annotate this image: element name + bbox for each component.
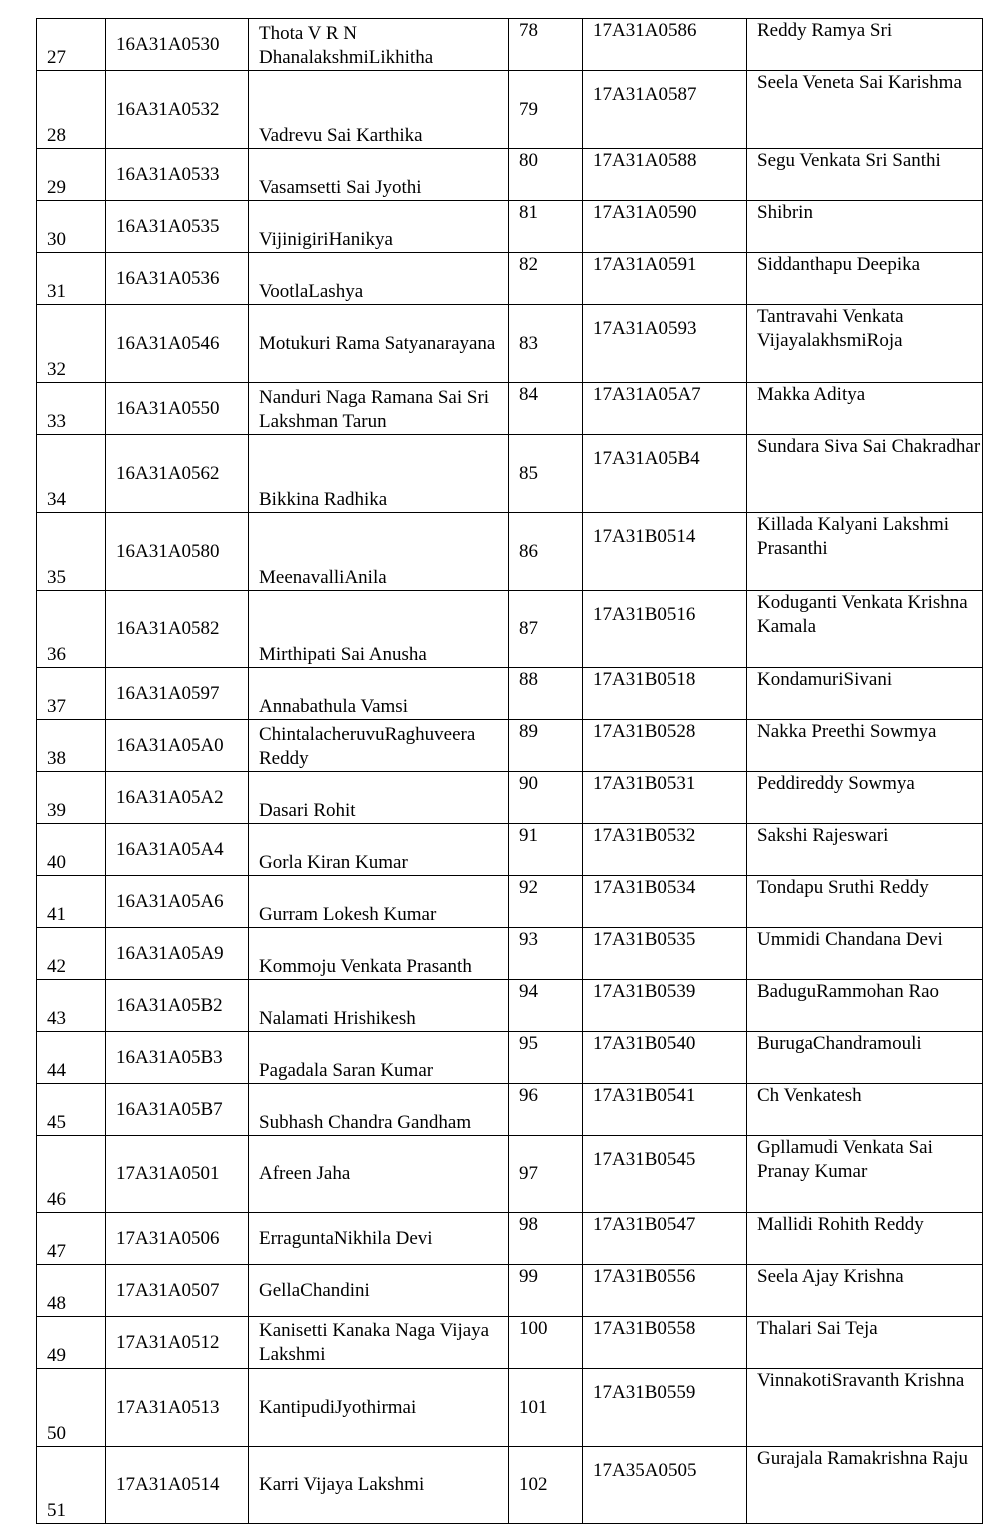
table-row [37, 1317, 983, 1369]
student-name-left: Pagadala Saran Kumar [249, 1032, 509, 1084]
student-name-right: Reddy Ramya Sri [747, 19, 983, 71]
roll-number-right: 17A31B0528 [583, 720, 747, 772]
serial-number-left: 39 [37, 772, 106, 824]
roll-number-left: 17A31A0512 [106, 1317, 249, 1369]
student-name-left: Kommoju Venkata Prasanth [249, 928, 509, 980]
student-name-right: Seela Ajay Krishna [747, 1265, 983, 1317]
student-name-left: Dasari Rohit [249, 772, 509, 824]
student-name-right: Siddanthapu Deepika [747, 253, 983, 305]
serial-number-left: 41 [37, 876, 106, 928]
serial-number-right: 81 [509, 201, 583, 253]
roll-number-left: 16A31A0532 [106, 71, 249, 149]
table-row [37, 720, 983, 772]
serial-number-left: 37 [37, 668, 106, 720]
serial-number-left: 36 [37, 591, 106, 668]
serial-number-right: 99 [509, 1265, 583, 1317]
student-name-right: Shibrin [747, 201, 983, 253]
student-roll-table [36, 18, 983, 1524]
serial-number-right: 95 [509, 1032, 583, 1084]
roll-number-right: 17A31A0591 [583, 253, 747, 305]
student-name-right: BurugaChandramouli [747, 1032, 983, 1084]
roll-number-right: 17A31B0532 [583, 824, 747, 876]
table-row [37, 668, 983, 720]
student-name-right: BaduguRammohan Rao [747, 980, 983, 1032]
roll-number-right: 17A31B0558 [583, 1317, 747, 1369]
roll-number-right: 17A31B0559 [583, 1369, 747, 1447]
serial-number-left: 34 [37, 435, 106, 513]
roll-number-right: 17A31A05A7 [583, 383, 747, 435]
serial-number-right: 79 [509, 71, 583, 149]
student-name-right: VinnakotiSravanth Krishna [747, 1369, 983, 1447]
roll-number-left: 16A31A0546 [106, 305, 249, 383]
serial-number-right: 86 [509, 513, 583, 591]
roll-number-left: 16A31A05A6 [106, 876, 249, 928]
serial-number-right: 93 [509, 928, 583, 980]
student-name-left: ErraguntaNikhila Devi [249, 1213, 509, 1265]
table-row [37, 1084, 983, 1136]
student-name-right: Peddireddy Sowmya [747, 772, 983, 824]
student-name-left: Karri Vijaya Lakshmi [249, 1447, 509, 1524]
table-row [37, 1447, 983, 1524]
student-name-right: KondamuriSivani [747, 668, 983, 720]
student-name-left: Kanisetti Kanaka Naga Vijaya Lakshmi [249, 1317, 509, 1369]
serial-number-right: 98 [509, 1213, 583, 1265]
serial-number-right: 97 [509, 1136, 583, 1213]
table-row [37, 71, 983, 149]
roll-number-right: 17A31A0586 [583, 19, 747, 71]
serial-number-right: 83 [509, 305, 583, 383]
table-row [37, 1213, 983, 1265]
student-name-left: Nanduri Naga Ramana Sai Sri Lakshman Tarun [249, 383, 509, 435]
table-row [37, 928, 983, 980]
roll-number-left: 16A31A0530 [106, 19, 249, 71]
roll-number-left: 17A31A0507 [106, 1265, 249, 1317]
table-row [37, 1136, 983, 1213]
roll-number-left: 17A31A0513 [106, 1369, 249, 1447]
student-name-right: Koduganti Venkata Krishna Kamala [747, 591, 983, 668]
serial-number-right: 92 [509, 876, 583, 928]
serial-number-left: 31 [37, 253, 106, 305]
serial-number-left: 40 [37, 824, 106, 876]
serial-number-left: 47 [37, 1213, 106, 1265]
serial-number-right: 85 [509, 435, 583, 513]
student-name-left: ChintalacheruvuRaghuveera Reddy [249, 720, 509, 772]
roll-number-right: 17A31B0541 [583, 1084, 747, 1136]
table-row [37, 1265, 983, 1317]
roll-number-left: 16A31A05A2 [106, 772, 249, 824]
roll-number-left: 16A31A05B2 [106, 980, 249, 1032]
serial-number-left: 50 [37, 1369, 106, 1447]
table-row [37, 591, 983, 668]
roll-number-right: 17A31B0547 [583, 1213, 747, 1265]
student-name-right: Tondapu Sruthi Reddy [747, 876, 983, 928]
roll-number-right: 17A31A0588 [583, 149, 747, 201]
serial-number-right: 84 [509, 383, 583, 435]
roll-number-right: 17A31B0545 [583, 1136, 747, 1213]
serial-number-right: 100 [509, 1317, 583, 1369]
table-row [37, 383, 983, 435]
serial-number-left: 45 [37, 1084, 106, 1136]
student-name-left: MeenavalliAnila [249, 513, 509, 591]
serial-number-left: 35 [37, 513, 106, 591]
serial-number-right: 94 [509, 980, 583, 1032]
table-row [37, 19, 983, 71]
serial-number-left: 51 [37, 1447, 106, 1524]
roll-number-right: 17A31B0531 [583, 772, 747, 824]
roll-number-left: 16A31A0533 [106, 149, 249, 201]
student-name-left: Motukuri Rama Satyanarayana [249, 305, 509, 383]
roll-number-right: 17A31B0514 [583, 513, 747, 591]
serial-number-left: 42 [37, 928, 106, 980]
serial-number-right: 87 [509, 591, 583, 668]
serial-number-right: 88 [509, 668, 583, 720]
table-row [37, 513, 983, 591]
student-name-left: Vasamsetti Sai Jyothi [249, 149, 509, 201]
roll-number-left: 16A31A0597 [106, 668, 249, 720]
serial-number-left: 48 [37, 1265, 106, 1317]
roll-number-left: 16A31A0562 [106, 435, 249, 513]
student-name-left: Subhash Chandra Gandham [249, 1084, 509, 1136]
student-name-left: GellaChandini [249, 1265, 509, 1317]
roll-number-left: 16A31A05A4 [106, 824, 249, 876]
serial-number-right: 82 [509, 253, 583, 305]
serial-number-left: 33 [37, 383, 106, 435]
roll-number-left: 17A31A0514 [106, 1447, 249, 1524]
roll-number-left: 16A31A0582 [106, 591, 249, 668]
roll-number-right: 17A31A05B4 [583, 435, 747, 513]
student-name-right: Killada Kalyani Lakshmi Prasanthi [747, 513, 983, 591]
student-name-left: VootlaLashya [249, 253, 509, 305]
student-name-left: Gorla Kiran Kumar [249, 824, 509, 876]
roll-number-right: 17A31A0590 [583, 201, 747, 253]
table-row [37, 253, 983, 305]
roll-number-right: 17A31A0593 [583, 305, 747, 383]
student-name-left: Afreen Jaha [249, 1136, 509, 1213]
student-name-right: Segu Venkata Sri Santhi [747, 149, 983, 201]
roll-number-left: 17A31A0501 [106, 1136, 249, 1213]
table-row [37, 149, 983, 201]
student-name-right: Sundara Siva Sai Chakradhar [747, 435, 983, 513]
student-name-right: Sakshi Rajeswari [747, 824, 983, 876]
serial-number-right: 101 [509, 1369, 583, 1447]
serial-number-left: 28 [37, 71, 106, 149]
roll-number-left: 16A31A05B7 [106, 1084, 249, 1136]
student-name-left: Vadrevu Sai Karthika [249, 71, 509, 149]
roll-number-left: 16A31A0536 [106, 253, 249, 305]
student-name-right: Seela Veneta Sai Karishma [747, 71, 983, 149]
table-row [37, 824, 983, 876]
table-row [37, 1369, 983, 1447]
serial-number-left: 27 [37, 19, 106, 71]
serial-number-right: 90 [509, 772, 583, 824]
table-row [37, 876, 983, 928]
table-row [37, 980, 983, 1032]
student-name-right: Ch Venkatesh [747, 1084, 983, 1136]
roll-number-left: 16A31A05A0 [106, 720, 249, 772]
student-name-left: Nalamati Hrishikesh [249, 980, 509, 1032]
roll-number-right: 17A31B0516 [583, 591, 747, 668]
student-name-left: Bikkina Radhika [249, 435, 509, 513]
student-name-right: Nakka Preethi Sowmya [747, 720, 983, 772]
table-row [37, 435, 983, 513]
serial-number-left: 38 [37, 720, 106, 772]
roll-number-left: 17A31A0506 [106, 1213, 249, 1265]
table-row [37, 305, 983, 383]
roll-number-left: 16A31A0580 [106, 513, 249, 591]
student-name-left: KantipudiJyothirmai [249, 1369, 509, 1447]
serial-number-right: 91 [509, 824, 583, 876]
table-row [37, 772, 983, 824]
serial-number-left: 46 [37, 1136, 106, 1213]
serial-number-right: 89 [509, 720, 583, 772]
student-name-right: Tantravahi Venkata VijayalakhsmiRoja [747, 305, 983, 383]
roll-number-right: 17A31B0518 [583, 668, 747, 720]
serial-number-left: 32 [37, 305, 106, 383]
serial-number-left: 29 [37, 149, 106, 201]
roll-number-right: 17A31A0587 [583, 71, 747, 149]
roll-number-left: 16A31A05B3 [106, 1032, 249, 1084]
roll-number-left: 16A31A05A9 [106, 928, 249, 980]
roll-number-right: 17A31B0539 [583, 980, 747, 1032]
student-name-left: Gurram Lokesh Kumar [249, 876, 509, 928]
serial-number-right: 96 [509, 1084, 583, 1136]
student-name-left: VijinigiriHanikya [249, 201, 509, 253]
student-name-right: Gpllamudi Venkata Sai Pranay Kumar [747, 1136, 983, 1213]
roll-number-right: 17A31B0556 [583, 1265, 747, 1317]
roll-number-left: 16A31A0550 [106, 383, 249, 435]
serial-number-left: 44 [37, 1032, 106, 1084]
student-roll-body [37, 19, 983, 1524]
roll-number-right: 17A31B0534 [583, 876, 747, 928]
serial-number-right: 80 [509, 149, 583, 201]
student-name-right: Ummidi Chandana Devi [747, 928, 983, 980]
roll-number-right: 17A31B0540 [583, 1032, 747, 1084]
table-row [37, 201, 983, 253]
student-name-right: Makka Aditya [747, 383, 983, 435]
student-name-right: Mallidi Rohith Reddy [747, 1213, 983, 1265]
roll-number-left: 16A31A0535 [106, 201, 249, 253]
serial-number-right: 78 [509, 19, 583, 71]
roll-number-right: 17A31B0535 [583, 928, 747, 980]
serial-number-right: 102 [509, 1447, 583, 1524]
table-row [37, 1032, 983, 1084]
student-name-left: Mirthipati Sai Anusha [249, 591, 509, 668]
student-name-right: Gurajala Ramakrishna Raju [747, 1447, 983, 1524]
roll-number-right: 17A35A0505 [583, 1447, 747, 1524]
student-name-left: Annabathula Vamsi [249, 668, 509, 720]
serial-number-left: 43 [37, 980, 106, 1032]
serial-number-left: 49 [37, 1317, 106, 1369]
student-name-left: Thota V R N DhanalakshmiLikhitha [249, 19, 509, 71]
serial-number-left: 30 [37, 201, 106, 253]
student-name-right: Thalari Sai Teja [747, 1317, 983, 1369]
